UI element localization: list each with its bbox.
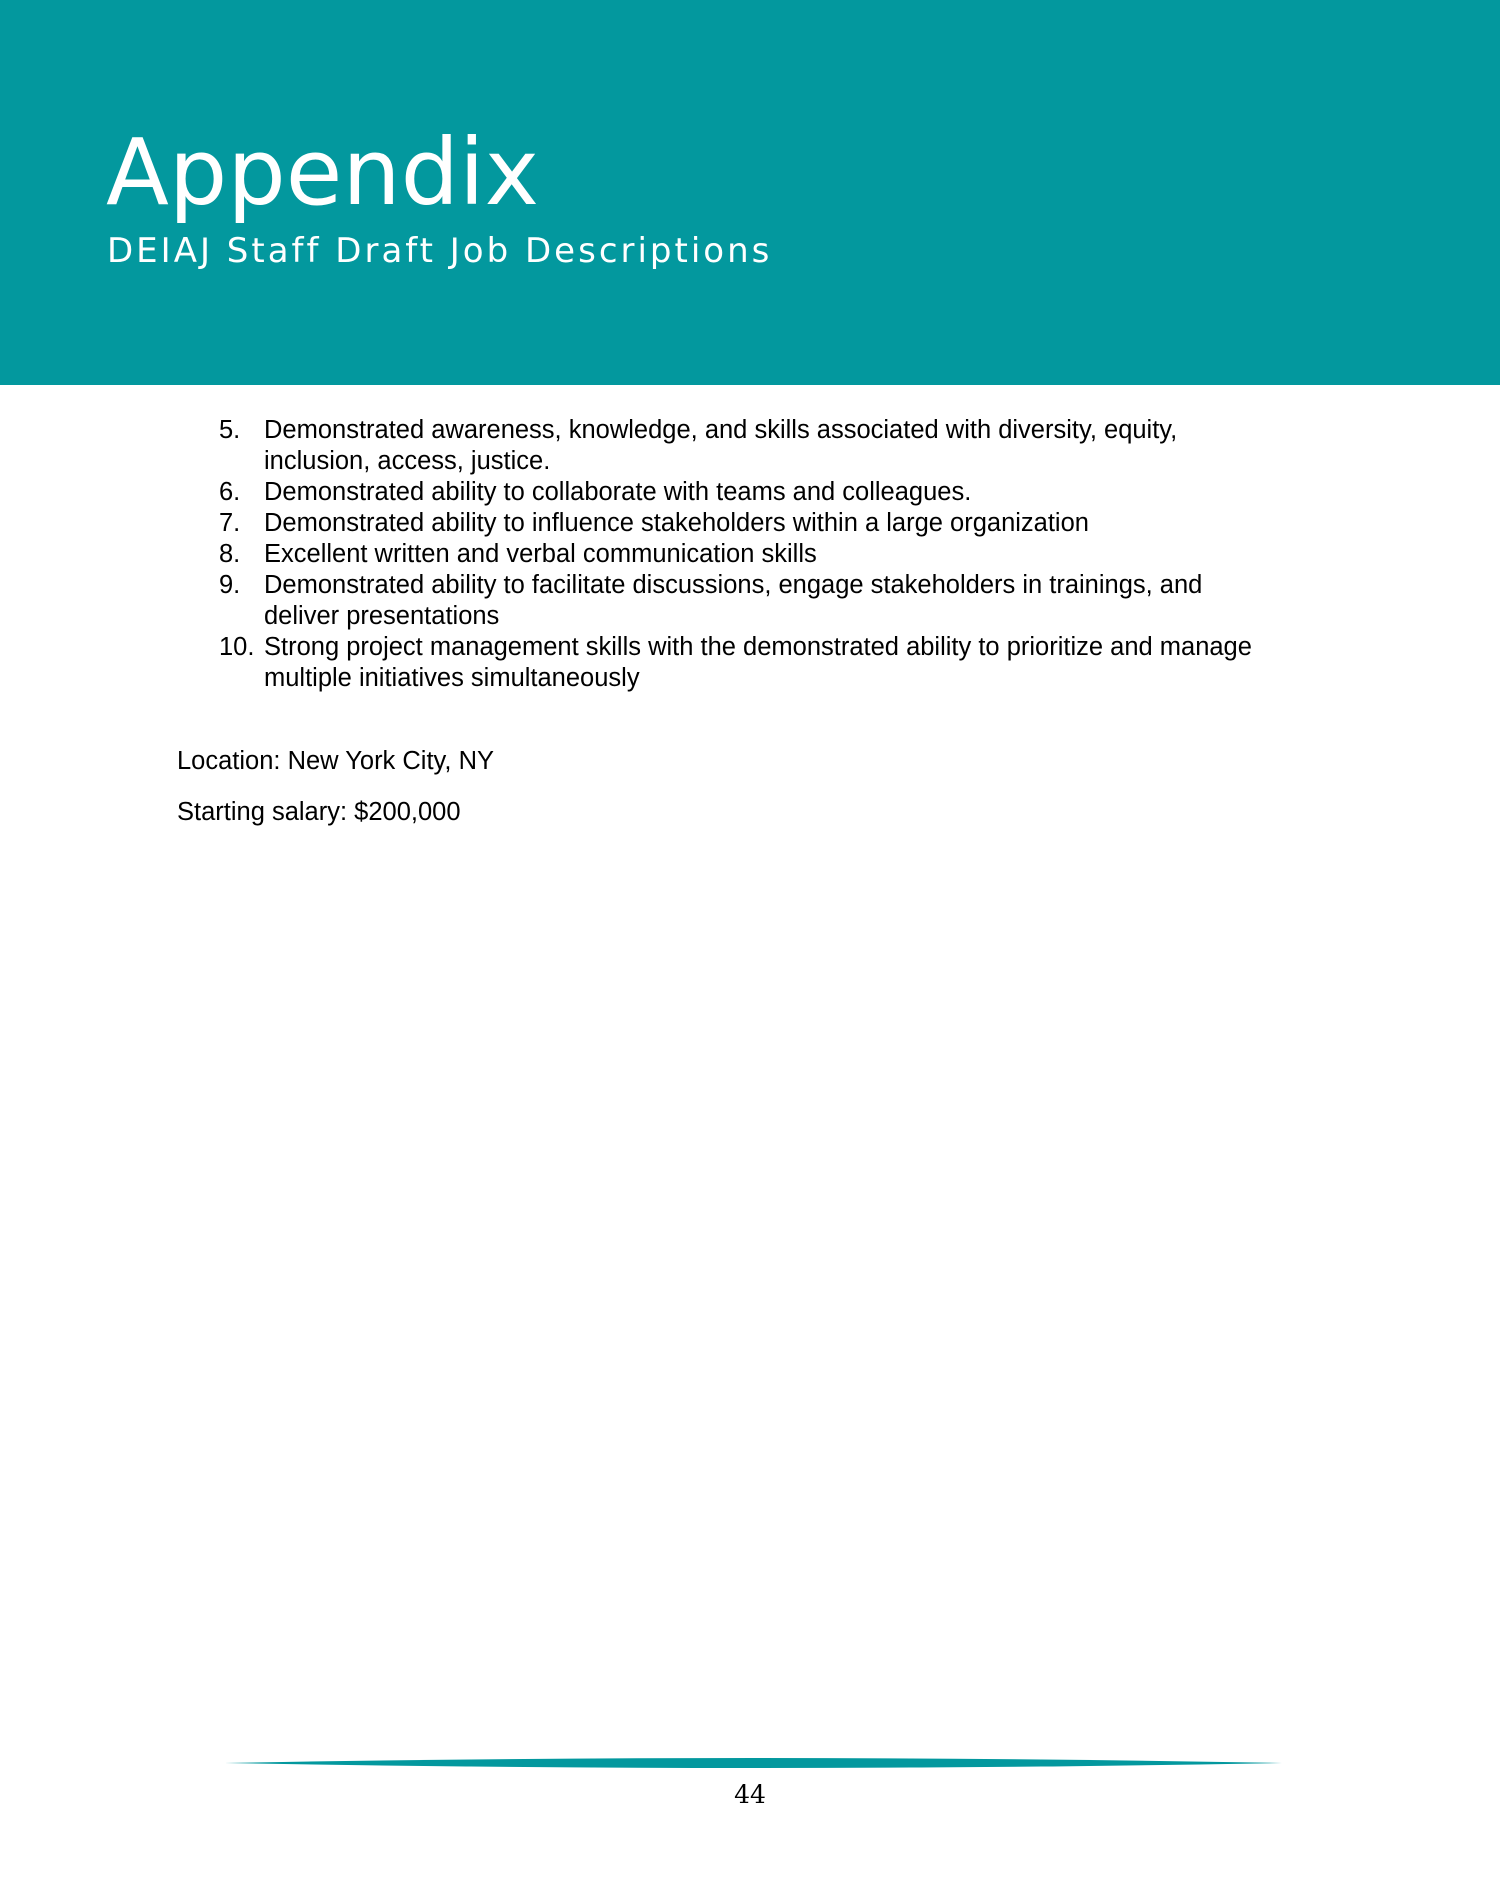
list-item	[219, 570, 1349, 632]
list-item	[219, 508, 1349, 539]
list-item	[219, 632, 1349, 694]
qualifications-list	[219, 415, 1349, 694]
list-item-number: 7.	[219, 509, 241, 537]
list-item-number: 5.	[219, 416, 241, 444]
list-item	[219, 477, 1349, 508]
list-item-number: 8.	[219, 540, 241, 568]
list-item-text: deliver presentations	[264, 602, 500, 630]
list-item	[219, 539, 1349, 570]
list-item-text: Excellent written and verbal communication skills	[264, 540, 817, 568]
list-item-text: Demonstrated ability to collaborate with teams and colleagues.	[264, 478, 972, 506]
page-title: Appendix	[106, 119, 540, 226]
page-subtitle: DEIAJ Staff Draft Job Descriptions	[107, 231, 773, 271]
salary-text: Starting salary: $200,000	[177, 798, 461, 826]
list-item-text: multiple initiatives simultaneously	[264, 664, 640, 692]
page-number: 44	[734, 1780, 766, 1809]
list-item-text: Strong project management skills with the demonstrated ability to prioritize and manage	[264, 633, 1252, 661]
location-text: Location: New York City, NY	[177, 747, 495, 775]
list-item-text: inclusion, access, justice.	[264, 447, 551, 475]
list-item-text: Demonstrated awareness, knowledge, and skills associated with diversity, equity,	[264, 416, 1178, 444]
footer-rule	[225, 1755, 1282, 1771]
list-item-number: 10.	[219, 633, 255, 661]
list-item-number: 9.	[219, 571, 241, 599]
list-item-text: Demonstrated ability to facilitate discussions, engage stakeholders in trainings, and	[264, 571, 1203, 599]
list-item	[219, 415, 1349, 477]
list-item-number: 6.	[219, 478, 241, 506]
list-item-text: Demonstrated ability to influence stakeholders within a large organization	[264, 509, 1089, 537]
header-band	[0, 0, 1500, 385]
